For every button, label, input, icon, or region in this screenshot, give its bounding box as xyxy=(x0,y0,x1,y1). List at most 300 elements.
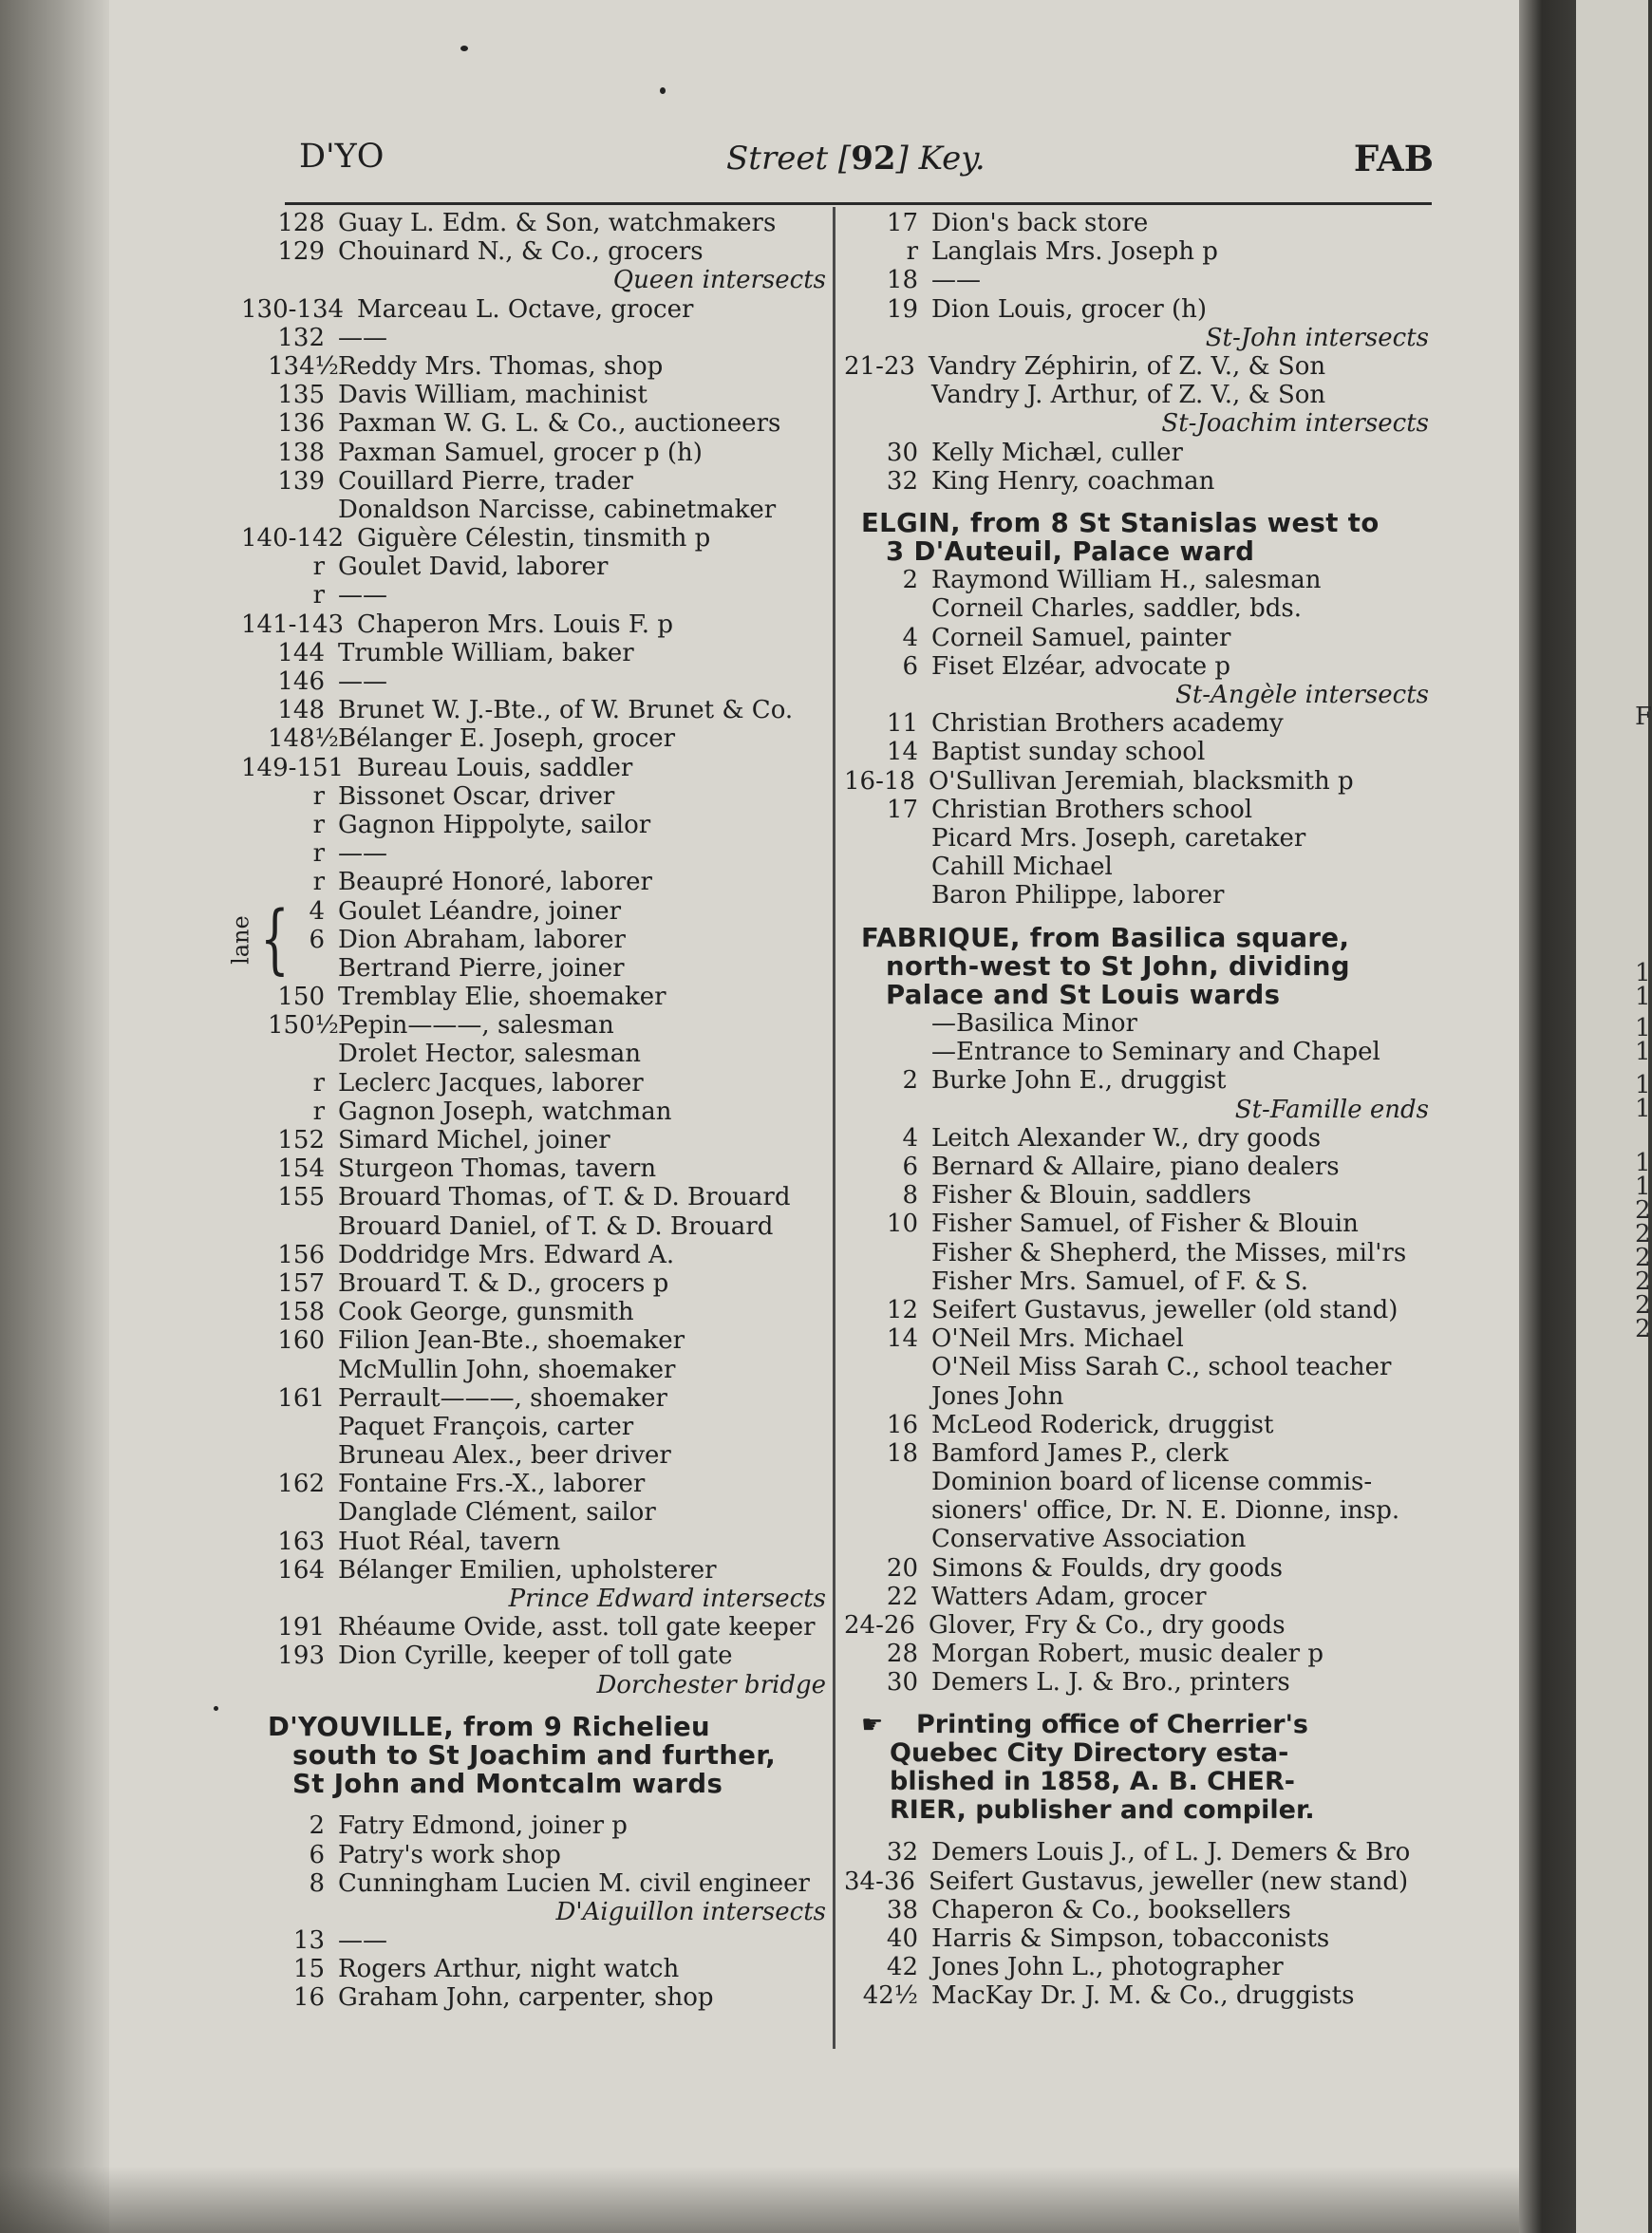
directory-entry xyxy=(268,352,828,381)
occupant-text: Filion Jean-Bte., shoemaker xyxy=(338,1326,685,1356)
street-heading-line: south to St Joachim and further, xyxy=(292,1739,777,1771)
directory-entry xyxy=(268,1298,828,1326)
occupant-text: Sturgeon Thomas, tavern xyxy=(338,1154,657,1184)
directory-entry xyxy=(268,1642,828,1670)
street-number: 19 xyxy=(886,294,918,324)
directory-entry xyxy=(268,639,828,667)
occupant-text: Dion Cyrille, keeper of toll gate xyxy=(338,1642,733,1671)
directory-entry xyxy=(241,753,828,782)
directory-entry xyxy=(861,467,1431,496)
occupant-text: Bissonet Oscar, driver xyxy=(338,781,615,811)
directory-entry xyxy=(268,1011,828,1040)
street-number: 148½ xyxy=(268,724,339,754)
street-number: 40 xyxy=(886,1923,918,1953)
street-number: 164 xyxy=(277,1555,325,1585)
directory-entry xyxy=(268,667,828,696)
intersection-note: D'Aiguillon intersects xyxy=(555,1897,826,1926)
directory-entry xyxy=(861,566,1431,594)
directory-entry: Bertrand Pierre, joiner xyxy=(338,953,625,983)
occupant-text: Cook George, gunsmith xyxy=(338,1298,634,1327)
street-number: 154 xyxy=(277,1154,325,1184)
left-column xyxy=(227,209,828,2013)
directory-entry xyxy=(268,409,828,438)
occupant-text: Watters Adam, grocer xyxy=(931,1582,1207,1611)
spacer xyxy=(268,1699,828,1713)
directory-entry: —Entrance to Seminary and Chapel xyxy=(931,1038,1380,1067)
directory-entry: Dominion board of license commis- xyxy=(931,1468,1373,1497)
directory-entry xyxy=(861,1640,1431,1668)
directory-entry xyxy=(268,1556,828,1585)
directory-entry xyxy=(268,839,828,868)
occupant-text: Perrault———, shoemaker xyxy=(338,1383,667,1413)
ink-speck xyxy=(460,46,468,51)
page-bottom-shadow xyxy=(0,2167,1548,2233)
directory-entry xyxy=(268,1326,828,1355)
directory-entry xyxy=(268,381,828,409)
directory-entry: Fisher Mrs. Samuel, of F. & S. xyxy=(931,1267,1309,1296)
occupant-text: Chaperon Mrs. Louis F. p xyxy=(357,610,673,639)
occupant-text: Gagnon Joseph, watchman xyxy=(338,1097,672,1126)
occupant-text: Demers L. J. & Bro., printers xyxy=(931,1668,1290,1698)
occupant-text: Fisher Samuel, of Fisher & Blouin xyxy=(931,1210,1359,1239)
rear-marker: r xyxy=(312,868,325,897)
directory-entry xyxy=(268,1983,828,2012)
street-number: 150 xyxy=(277,983,325,1012)
cut-off-text: 2 xyxy=(1635,1220,1651,1248)
directory-entry xyxy=(861,1668,1431,1697)
directory-entry xyxy=(268,1384,828,1413)
directory-entry xyxy=(268,1470,828,1498)
street-heading-line: north-west to St John, dividing xyxy=(886,950,1350,982)
street-number: 160 xyxy=(277,1326,325,1356)
street-number: 15 xyxy=(292,1955,325,1984)
directory-entry xyxy=(268,724,828,753)
cut-off-text: 1 xyxy=(1635,1071,1651,1099)
street-heading-line: D'YOUVILLE, from 9 Richelieu xyxy=(268,1711,711,1742)
directory-entry xyxy=(861,1554,1431,1583)
directory-entry xyxy=(268,1154,828,1183)
street-number: 16 xyxy=(292,1983,325,2013)
directory-entry xyxy=(241,524,828,554)
occupant-text: O'Sullivan Jeremiah, blacksmith p xyxy=(928,766,1354,796)
occupant-text: Raymond William H., salesman xyxy=(931,566,1322,595)
notice-line: Quebec City Directory esta- xyxy=(890,1737,1289,1768)
rear-marker: r xyxy=(312,1097,325,1126)
occupant-text: —— xyxy=(338,1926,387,1956)
occupant-text: Christian Brothers school xyxy=(931,795,1253,824)
street-number: 191 xyxy=(277,1613,325,1642)
directory-entry xyxy=(861,295,1431,324)
directory-entry xyxy=(861,439,1431,467)
directory-entry: Corneil Charles, saddler, bds. xyxy=(931,594,1302,624)
street-number: 12 xyxy=(886,1295,918,1324)
ink-speck xyxy=(214,1706,218,1711)
directory-entry xyxy=(268,1811,828,1840)
occupant-text: Bureau Louis, saddler xyxy=(357,753,633,782)
street-number: 17 xyxy=(886,795,918,824)
intersection-note: Queen intersects xyxy=(612,266,826,295)
occupant-text: Couillard Pierre, trader xyxy=(338,466,633,496)
directory-entry: sioners' office, Dr. N. E. Dionne, insp. xyxy=(931,1496,1400,1526)
cut-off-text: 1 xyxy=(1635,1014,1651,1042)
directory-entry xyxy=(268,868,828,896)
street-number: 2 xyxy=(902,566,918,595)
occupant-text: Demers Louis J., of L. J. Demers & Bro xyxy=(931,1838,1411,1867)
street-number: 18 xyxy=(886,266,918,295)
occupant-text: —— xyxy=(338,323,387,352)
street-number: 132 xyxy=(277,323,325,352)
notice-line: blished in 1858, A. B. CHER- xyxy=(890,1766,1295,1796)
street-number: 4 xyxy=(902,623,918,652)
directory-entry xyxy=(861,266,1431,294)
street-number: 42½ xyxy=(862,1981,918,2011)
directory-entry xyxy=(861,1838,1431,1867)
occupant-text: —— xyxy=(931,266,981,295)
spacer xyxy=(861,1825,1431,1838)
cut-off-text: 1 xyxy=(1635,1149,1651,1177)
rear-marker: r xyxy=(312,781,325,811)
occupant-text: Leclerc Jacques, laborer xyxy=(338,1068,644,1098)
street-number: 148 xyxy=(277,696,325,725)
street-number: 193 xyxy=(277,1642,325,1671)
occupant-text: Fisher & Blouin, saddlers xyxy=(931,1181,1251,1210)
occupant-text: Tremblay Elie, shoemaker xyxy=(338,983,666,1012)
cut-off-text: 2 xyxy=(1635,1267,1651,1296)
occupant-text: Langlais Mrs. Joseph p xyxy=(931,237,1218,267)
spacer xyxy=(861,496,1431,509)
directory-entry: Danglade Clément, sailor xyxy=(338,1498,656,1528)
street-heading-line: FABRIQUE, from Basilica square, xyxy=(861,922,1350,953)
street-number: 28 xyxy=(886,1640,918,1669)
directory-entry: Bruneau Alex., beer driver xyxy=(338,1441,671,1471)
occupant-text: MacKay Dr. J. M. & Co., druggists xyxy=(931,1981,1355,2011)
occupant-text: Bernard & Allaire, piano dealers xyxy=(931,1153,1340,1181)
occupant-text: Bamford James P., clerk xyxy=(931,1438,1229,1468)
occupant-text: Trumble William, baker xyxy=(338,638,634,667)
running-header xyxy=(299,138,1434,185)
street-number: 34-36 xyxy=(844,1867,915,1896)
directory-entry xyxy=(861,237,1431,266)
cut-off-text: 2 xyxy=(1635,1244,1651,1272)
rear-marker: r xyxy=(312,553,325,582)
header-left: D'YO xyxy=(299,138,385,176)
occupant-text: Jones John L., photographer xyxy=(931,1953,1284,1982)
occupant-text: Chouinard N., & Co., grocers xyxy=(338,237,704,267)
directory-entry xyxy=(268,439,828,467)
directory-entry xyxy=(268,926,828,954)
directory-entry xyxy=(268,581,828,610)
street-number: 149-151 xyxy=(241,753,345,782)
street-number: 14 xyxy=(886,738,918,767)
directory-entry xyxy=(268,1126,828,1154)
occupant-text: McLeod Roderick, druggist xyxy=(931,1410,1274,1439)
header-rule xyxy=(285,202,1432,205)
lane-bracket xyxy=(222,893,290,983)
directory-entry: Vandry J. Arthur, of Z. V., & Son xyxy=(931,381,1326,410)
directory-entry xyxy=(861,1896,1431,1924)
directory-entry xyxy=(861,1210,1431,1238)
header-center: Street [92] Key. xyxy=(726,140,986,178)
spacer xyxy=(861,1698,1431,1711)
directory-entry xyxy=(844,1867,1431,1896)
directory-entry xyxy=(268,782,828,811)
occupant-text: Bélanger Emilien, upholsterer xyxy=(338,1555,717,1585)
occupant-text: Seifert Gustavus, jeweller (old stand) xyxy=(931,1295,1399,1324)
directory-entry xyxy=(844,351,1431,381)
occupant-text: —— xyxy=(338,667,387,696)
street-number: 17 xyxy=(886,209,918,237)
directory-entry xyxy=(268,324,828,352)
occupant-text: Seifert Gustavus, jeweller (new stand) xyxy=(928,1867,1409,1896)
directory-entry xyxy=(268,1241,828,1269)
directory-entry xyxy=(268,1069,828,1098)
directory-entry xyxy=(268,1926,828,1955)
directory-entry: Donaldson Narcisse, cabinetmaker xyxy=(338,495,777,524)
occupant-text: Vandry Zéphirin, of Z. V., & Son xyxy=(928,351,1326,381)
occupant-text: Simons & Foulds, dry goods xyxy=(931,1553,1284,1583)
occupant-text: Dion's back store xyxy=(931,209,1149,237)
intersection-note: St-Joachim intersects xyxy=(1161,409,1429,439)
brace-glyph: { xyxy=(260,893,290,983)
street-heading-line: 3 D'Auteuil, Palace ward xyxy=(886,536,1255,568)
occupant-text: Brouard T. & D., grocers p xyxy=(338,1268,669,1298)
street-number: 140-142 xyxy=(241,524,345,554)
directory-entry xyxy=(268,1955,828,1983)
street-number: 163 xyxy=(277,1527,325,1556)
cut-off-text: 1 xyxy=(1635,1095,1651,1123)
directory-entry: Baron Philippe, laborer xyxy=(931,881,1225,910)
directory-entry xyxy=(241,294,828,324)
occupant-text: Fiset Elzéar, advocate p xyxy=(931,651,1231,681)
street-number: 2 xyxy=(309,1811,325,1841)
directory-entry: O'Neil Miss Sarah C., school teacher xyxy=(931,1353,1392,1382)
street-number: 130-134 xyxy=(241,294,345,324)
directory-entry xyxy=(241,610,828,639)
street-number: 4 xyxy=(309,896,325,926)
street-number: 152 xyxy=(277,1126,325,1154)
street-number: 128 xyxy=(277,209,325,237)
column-separator xyxy=(833,207,835,2049)
rear-marker: r xyxy=(312,1068,325,1098)
binding-gutter xyxy=(1519,0,1576,2233)
street-number: 21-23 xyxy=(844,351,915,381)
intersection-note: Prince Edward intersects xyxy=(508,1585,826,1613)
occupant-text: Marceau L. Octave, grocer xyxy=(357,294,694,324)
directory-entry xyxy=(268,1841,828,1869)
directory-entry: —Basilica Minor xyxy=(931,1009,1137,1039)
street-number: 156 xyxy=(277,1240,325,1269)
occupant-text: Huot Réal, tavern xyxy=(338,1527,561,1556)
occupant-text: Gagnon Hippolyte, sailor xyxy=(338,810,651,839)
street-number: 16-18 xyxy=(844,766,915,796)
street-number: 150½ xyxy=(268,1011,339,1041)
occupant-text: Goulet Léandre, joiner xyxy=(338,896,622,926)
occupant-text: Guay L. Edm. & Son, watchmakers xyxy=(338,209,777,237)
ink-speck xyxy=(660,87,666,94)
directory-entry xyxy=(861,1924,1431,1953)
rear-marker: r xyxy=(312,581,325,610)
directory-entry xyxy=(268,811,828,839)
occupant-text: Giguère Célestin, tinsmith p xyxy=(357,524,711,554)
spacer xyxy=(861,910,1431,924)
occupant-text: Kelly Michæl, culler xyxy=(931,438,1183,467)
directory-entry xyxy=(844,766,1431,796)
directory-entry: Cahill Michael xyxy=(931,853,1113,882)
directory-entry: Drolet Hector, salesman xyxy=(338,1040,641,1069)
directory-entry xyxy=(861,1583,1431,1611)
directory-entry xyxy=(268,467,828,496)
notice-line xyxy=(861,1711,1431,1739)
occupant-text: Doddridge Mrs. Edward A. xyxy=(338,1240,675,1269)
directory-entry: Fisher & Shepherd, the Misses, mil'rs xyxy=(931,1238,1407,1267)
directory-entry xyxy=(861,738,1431,766)
street-number: 2 xyxy=(902,1066,918,1096)
street-number: 30 xyxy=(886,1668,918,1698)
intersection-note: St-Famille ends xyxy=(1234,1095,1429,1124)
cut-off-text: 2 xyxy=(1635,1196,1651,1225)
occupant-text: Morgan Robert, music dealer p xyxy=(931,1640,1323,1669)
occupant-text: Glover, Fry & Co., dry goods xyxy=(928,1611,1286,1640)
occupant-text: Fatry Edmond, joiner p xyxy=(338,1811,628,1841)
street-number: 6 xyxy=(902,1153,918,1181)
street-number: 146 xyxy=(277,667,325,696)
occupant-text: Beaupré Honoré, laborer xyxy=(338,868,652,897)
header-right: FAB xyxy=(1353,138,1434,179)
cut-off-text: 1 xyxy=(1635,1173,1651,1201)
occupant-text: Rhéaume Ovide, asst. toll gate keeper xyxy=(338,1613,816,1642)
street-number: 32 xyxy=(886,466,918,496)
page-edge-shadow xyxy=(0,0,109,2233)
directory-entry xyxy=(268,1528,828,1556)
directory-entry xyxy=(268,983,828,1011)
occupant-text: Simard Michel, joiner xyxy=(338,1126,610,1154)
cut-off-text: F xyxy=(1635,703,1652,731)
street-number: 14 xyxy=(886,1324,918,1354)
occupant-text: Dion Abraham, laborer xyxy=(338,925,626,954)
directory-entry xyxy=(268,1613,828,1642)
street-number: 30 xyxy=(886,438,918,467)
directory-entry xyxy=(268,1869,828,1898)
directory-entry: Conservative Association xyxy=(931,1525,1247,1554)
street-number: 141-143 xyxy=(241,610,345,639)
cut-off-text: 1 xyxy=(1635,983,1651,1011)
occupant-text: Harris & Simpson, tobacconists xyxy=(931,1923,1330,1953)
occupant-text: —— xyxy=(338,839,387,869)
street-number: 6 xyxy=(309,1840,325,1869)
directory-entry xyxy=(861,1153,1431,1181)
street-number: 38 xyxy=(886,1895,918,1924)
directory-entry xyxy=(861,1953,1431,1981)
occupant-text: Leitch Alexander W., dry goods xyxy=(931,1123,1322,1153)
right-column xyxy=(844,209,1431,2011)
occupant-text: Bélanger E. Joseph, grocer xyxy=(338,724,676,754)
street-number: 144 xyxy=(277,638,325,667)
occupant-text: —— xyxy=(338,581,387,610)
intersection-note: St-Angèle intersects xyxy=(1175,681,1429,709)
street-number: 138 xyxy=(277,438,325,467)
occupant-text: King Henry, coachman xyxy=(931,466,1215,496)
occupant-text: Reddy Mrs. Thomas, shop xyxy=(338,351,664,381)
occupant-text: Rogers Arthur, night watch xyxy=(338,1955,680,1984)
street-number: 8 xyxy=(902,1181,918,1210)
occupant-text: Paxman Samuel, grocer p (h) xyxy=(338,438,703,467)
directory-entry xyxy=(844,1611,1431,1640)
occupant-text: Christian Brothers academy xyxy=(931,709,1284,739)
directory-entry xyxy=(861,652,1431,681)
occupant-text: Goulet David, laborer xyxy=(338,553,609,582)
street-number: 16 xyxy=(886,1410,918,1439)
street-heading-line: Palace and St Louis wards xyxy=(886,979,1281,1010)
notice-line: RIER, publisher and compiler. xyxy=(890,1795,1315,1826)
occupant-text: Dion Louis, grocer (h) xyxy=(931,294,1208,324)
directory-entry xyxy=(268,1269,828,1298)
occupant-text: Chaperon & Co., booksellers xyxy=(931,1895,1291,1924)
street-number: 139 xyxy=(277,466,325,496)
directory-entry xyxy=(268,553,828,581)
occupant-text: Brunet W. J.-Bte., of W. Brunet & Co. xyxy=(338,696,794,725)
directory-entry xyxy=(268,1183,828,1211)
rear-marker: r xyxy=(906,237,918,267)
street-number: 161 xyxy=(277,1383,325,1413)
directory-entry xyxy=(268,209,828,237)
occupant-text: Burke John E., druggist xyxy=(931,1066,1227,1096)
occupant-text: Fontaine Frs.-X., laborer xyxy=(338,1470,646,1499)
occupant-text: Paxman W. G. L. & Co., auctioneers xyxy=(338,409,781,439)
directory-entry: Brouard Daniel, of T. & D. Brouard xyxy=(338,1211,774,1241)
cut-off-text: 1 xyxy=(1635,1038,1651,1066)
occupant-text: Corneil Samuel, painter xyxy=(931,623,1231,652)
directory-entry xyxy=(861,1181,1431,1210)
adjacent-page-edge xyxy=(1576,0,1652,2233)
directory-entry xyxy=(861,1981,1431,2010)
spacer xyxy=(268,1798,828,1811)
rear-marker: r xyxy=(312,839,325,869)
directory-entry xyxy=(861,796,1431,824)
directory-entry xyxy=(861,709,1431,738)
street-number: 22 xyxy=(886,1582,918,1611)
directory-entry xyxy=(268,1098,828,1126)
street-number: 4 xyxy=(902,1123,918,1153)
directory-entry xyxy=(861,1066,1431,1095)
street-number: 155 xyxy=(277,1183,325,1212)
street-number: 157 xyxy=(277,1268,325,1298)
street-heading-line: St John and Montcalm wards xyxy=(292,1769,723,1800)
cut-off-text: 2 xyxy=(1635,1291,1651,1320)
occupant-text: Graham John, carpenter, shop xyxy=(338,1983,714,2013)
directory-entry xyxy=(861,1439,1431,1468)
pointing-hand-icon: ☛ xyxy=(861,1710,884,1739)
directory-entry xyxy=(861,624,1431,652)
street-number: 162 xyxy=(277,1470,325,1499)
occupant-text: Pepin———, salesman xyxy=(338,1011,614,1041)
intersection-note: Dorchester bridge xyxy=(596,1670,826,1699)
occupant-text: Patry's work shop xyxy=(338,1840,561,1869)
street-number: 6 xyxy=(309,925,325,954)
directory-entry xyxy=(861,1296,1431,1324)
street-number: 6 xyxy=(902,651,918,681)
directory-entry xyxy=(268,696,828,724)
street-number: 11 xyxy=(886,709,918,739)
occupant-text: Cunningham Lucien M. civil engineer xyxy=(338,1868,810,1898)
street-number: 18 xyxy=(886,1438,918,1468)
cut-off-text: 2 xyxy=(1635,1315,1651,1343)
street-number: 135 xyxy=(277,381,325,410)
street-number: 13 xyxy=(292,1926,325,1956)
occupant-text: Brouard Thomas, of T. & D. Brouard xyxy=(338,1183,791,1212)
street-number: 32 xyxy=(886,1838,918,1867)
street-number: 24-26 xyxy=(844,1611,915,1640)
directory-entry: Paquet François, carter xyxy=(338,1412,634,1441)
